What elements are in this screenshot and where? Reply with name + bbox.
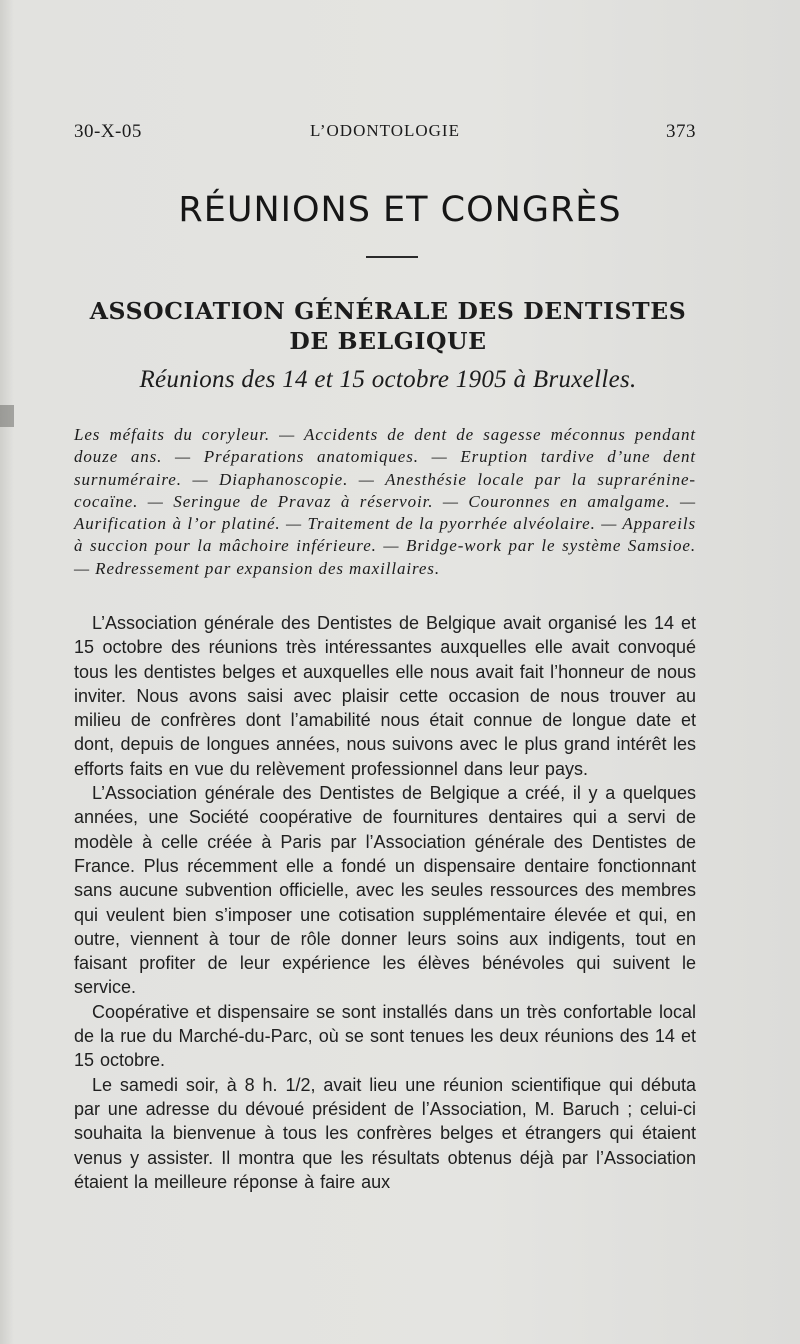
section-title: RÉUNIONS ET CONGRÈS bbox=[178, 190, 622, 230]
paragraph: Le samedi soir, à 8 h. 1/2, avait lieu une réunion scientifique qui débuta par une adresse du dévoué président de l’Association, M. Baruch ; celui-ci souhaita la bienvenue à tous les confrères belges et étrangers qui étaient venus y assister. Il montra que les résultats obtenus déjà par l’Association étaient la meilleure réponse à faire aux bbox=[74, 1074, 696, 1192]
paragraph: Coopérative et dispensaire se sont installés dans un très confortable local de la rue du Marché-du-Parc, où se sont tenues les deux réunions des 14 et 15 octobre. bbox=[74, 1001, 696, 1071]
running-head bbox=[74, 121, 696, 147]
header-date: 30-X-05 bbox=[74, 121, 142, 142]
paragraph: L’Association générale des Dentistes de Belgique avait organisé les 14 et 15 octobre des réunions très intéressantes auxquelles elle avait convoqué tous les dentistes belges et auxquelles elle nous avait fait l’honneur de nous inviter. Nous avons saisi avec plaisir cette occasion de nous trouver au milieu de confrères dont l’amabilité nous était connue de longue date et dont, depuis de longues années, nous suivons avec le plus grand intérêt les efforts faits en vue du relèvement professionnel dans leur pays. bbox=[74, 613, 696, 779]
article-body bbox=[74, 611, 696, 1194]
article-title bbox=[60, 296, 716, 356]
page-edge-mark bbox=[0, 405, 14, 427]
article-title-line-1: ASSOCIATION GÉNÉRALE DES DENTISTES bbox=[89, 297, 687, 325]
article-summary: Les méfaits du coryleur. — Accidents de dent de sagesse méconnus pendant douze ans. — Préparations anatomiques. — Eruption tardive d’une dent surnuméraire. — Diaphanoscopie. — Anesthésie locale par la suprarénine-cocaïne. — Seringue de Pravaz à réservoir. — Couronnes en amalgame. — Aurification à l’or platiné. — Traitement de la pyorrhée alvéolaire. — Appareils à succion pour la mâchoire inférieure. — Bridge-work par le système Samsioe. — Redressement par expansion des maxillaires. bbox=[74, 425, 696, 578]
article-title-line-2: DE BELGIQUE bbox=[289, 327, 487, 355]
article-subtitle: Réunions des 14 et 15 octobre 1905 à Bruxelles. bbox=[139, 366, 637, 393]
paragraph: L’Association générale des Dentistes de Belgique a créé, il y a quelques années, une Société coopérative de fournitures dentaires qui a servi de modèle à celle créée à Paris par l’Association générale des Dentistes de France. Plus récemment elle a fondé un dispensaire dentaire fonctionnant sans aucune subvention officielle, avec les seules ressources des membres qui veulent bien s’imposer une cotisation supplémentaire élevée et qui, en outre, viennent à tour de rôle donner leurs soins aux indigents, tout en faisant profiter de leur expérience les élèves bénévoles qui suivent le service. bbox=[74, 783, 696, 998]
header-page-number: 373 bbox=[666, 121, 696, 142]
header-journal-name: L’ODONTOLOGIE bbox=[310, 121, 460, 140]
title-divider bbox=[366, 256, 418, 258]
